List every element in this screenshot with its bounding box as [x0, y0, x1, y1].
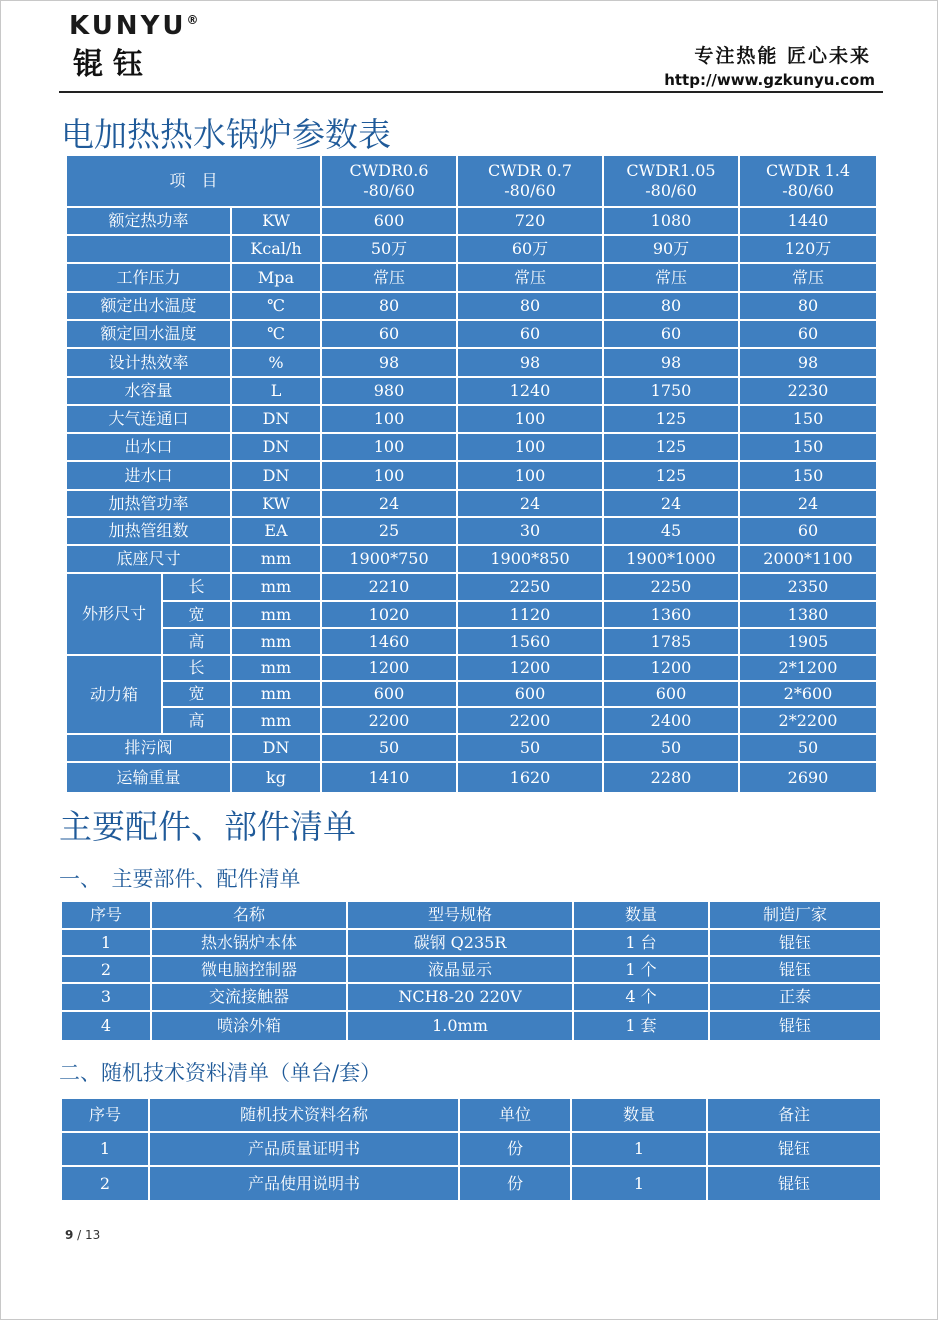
value-cell: 80: [603, 292, 739, 320]
value-cell: 60万: [457, 235, 603, 263]
table-cell: 喷涂外箱: [151, 1011, 347, 1041]
value-cell: 100: [457, 461, 603, 490]
value-cell: 50: [321, 734, 457, 762]
table-cell: 4 个: [573, 983, 709, 1011]
model-header-cell: CWDR 1.4 -80/60: [739, 155, 877, 207]
parts-table: [60, 900, 882, 1042]
value-cell: 2230: [739, 377, 877, 405]
unit-cell: L: [231, 377, 321, 405]
param-row: [66, 573, 877, 601]
param-label-cell: 大气连通口: [66, 405, 231, 433]
value-cell: 80: [739, 292, 877, 320]
logo-text: KUNYU: [69, 11, 187, 41]
unit-cell: %: [231, 348, 321, 377]
model-header-cell: CWDR 0.7 -80/60: [457, 155, 603, 207]
value-cell: 1020: [321, 601, 457, 628]
value-cell: 2250: [603, 573, 739, 601]
unit-cell: KW: [231, 490, 321, 517]
value-cell: 150: [739, 433, 877, 461]
value-cell: 1785: [603, 628, 739, 655]
value-cell: 50: [603, 734, 739, 762]
table-cell: 锟钰: [709, 956, 881, 983]
value-cell: 25: [321, 517, 457, 545]
column-header: 随机技术资料名称: [149, 1098, 459, 1132]
value-cell: 100: [321, 461, 457, 490]
logo-registered-mark: ®: [186, 13, 199, 27]
table-cell: 正泰: [709, 983, 881, 1011]
param-label-cell: 额定回水温度: [66, 320, 231, 348]
unit-cell: mm: [231, 681, 321, 707]
group-label-cell: 外形尺寸: [66, 573, 162, 655]
table-row: [61, 1132, 881, 1166]
table-row: [61, 929, 881, 956]
value-cell: 2*1200: [739, 655, 877, 681]
param-row: [66, 292, 877, 320]
sub-label-cell: 宽: [162, 681, 231, 707]
value-cell: 2000*1100: [739, 545, 877, 573]
unit-cell: mm: [231, 707, 321, 734]
unit-cell: mm: [231, 628, 321, 655]
value-cell: 1620: [457, 762, 603, 793]
parts-title: 主要配件、部件清单: [59, 807, 356, 846]
param-label-cell: 额定出水温度: [66, 292, 231, 320]
value-cell: 120万: [739, 235, 877, 263]
param-label-cell: 出水口: [66, 433, 231, 461]
group-label-cell: 动力箱: [66, 655, 162, 734]
table-cell: 2: [61, 956, 151, 983]
unit-cell: mm: [231, 545, 321, 573]
table-cell: 锟钰: [709, 929, 881, 956]
company-slogan: 专注热能 匠心未来: [694, 45, 871, 67]
model-header-cell: CWDR0.6 -80/60: [321, 155, 457, 207]
table-cell: 1: [61, 1132, 149, 1166]
value-cell: 60: [321, 320, 457, 348]
value-cell: 1460: [321, 628, 457, 655]
value-cell: 常压: [603, 263, 739, 292]
column-header: 型号规格: [347, 901, 573, 929]
value-cell: 50万: [321, 235, 457, 263]
value-cell: 100: [321, 433, 457, 461]
table-cell: 1: [61, 929, 151, 956]
value-cell: 2400: [603, 707, 739, 734]
value-cell: 600: [603, 681, 739, 707]
value-cell: 1560: [457, 628, 603, 655]
value-cell: 24: [321, 490, 457, 517]
table-cell: 锟钰: [707, 1166, 881, 1201]
table-header-row: [61, 1098, 881, 1132]
value-cell: 24: [457, 490, 603, 517]
table-cell: 1: [571, 1166, 707, 1201]
model-header-cell: CWDR1.05 -80/60: [603, 155, 739, 207]
table-row: [61, 1011, 881, 1041]
unit-cell: KW: [231, 207, 321, 235]
value-cell: 125: [603, 461, 739, 490]
param-row: [66, 235, 877, 263]
table-cell: 产品使用说明书: [149, 1166, 459, 1201]
value-cell: 90万: [603, 235, 739, 263]
value-cell: 2*2200: [739, 707, 877, 734]
param-row: [66, 762, 877, 793]
param-label-cell: [66, 235, 231, 263]
unit-cell: DN: [231, 461, 321, 490]
param-row: [66, 348, 877, 377]
table-row: [61, 956, 881, 983]
value-cell: 50: [457, 734, 603, 762]
param-row: [66, 628, 877, 655]
column-header: 序号: [61, 1098, 149, 1132]
value-cell: 720: [457, 207, 603, 235]
table-cell: 碳钢 Q235R: [347, 929, 573, 956]
value-cell: 100: [457, 405, 603, 433]
value-cell: 2250: [457, 573, 603, 601]
value-cell: 1905: [739, 628, 877, 655]
param-label-cell: 设计热效率: [66, 348, 231, 377]
sub-label-cell: 长: [162, 573, 231, 601]
page-separator: /: [73, 1228, 86, 1242]
unit-cell: kg: [231, 762, 321, 793]
table-cell: 3: [61, 983, 151, 1011]
column-header: 数量: [571, 1098, 707, 1132]
parts-section-title: 一、 主要部件、配件清单: [59, 867, 301, 891]
value-cell: 1240: [457, 377, 603, 405]
table-cell: 1: [571, 1132, 707, 1166]
value-cell: 常压: [457, 263, 603, 292]
value-cell: 1380: [739, 601, 877, 628]
param-label-cell: 工作压力: [66, 263, 231, 292]
sub-label-cell: 高: [162, 707, 231, 734]
param-row: [66, 377, 877, 405]
param-row: [66, 655, 877, 681]
unit-cell: Kcal/h: [231, 235, 321, 263]
table-cell: 2: [61, 1166, 149, 1201]
value-cell: 60: [739, 320, 877, 348]
value-cell: 1750: [603, 377, 739, 405]
param-label-cell: 加热管功率: [66, 490, 231, 517]
value-cell: 125: [603, 405, 739, 433]
table-cell: 1.0mm: [347, 1011, 573, 1041]
table-cell: 1 个: [573, 956, 709, 983]
value-cell: 常压: [739, 263, 877, 292]
company-url[interactable]: http://www.gzkunyu.com: [664, 71, 875, 89]
sub-label-cell: 高: [162, 628, 231, 655]
value-cell: 60: [603, 320, 739, 348]
brand-logo: [69, 11, 199, 41]
param-row: [66, 707, 877, 734]
column-header: 名称: [151, 901, 347, 929]
value-cell: 24: [739, 490, 877, 517]
params-table: [65, 154, 878, 794]
current-page: 9: [65, 1228, 74, 1242]
value-cell: 1900*750: [321, 545, 457, 573]
value-cell: 60: [739, 517, 877, 545]
sub-label-cell: 宽: [162, 601, 231, 628]
table-cell: 交流接触器: [151, 983, 347, 1011]
value-cell: 2690: [739, 762, 877, 793]
logo-chinese: 锟钰: [73, 47, 153, 82]
column-header: 单位: [459, 1098, 571, 1132]
column-header: 序号: [61, 901, 151, 929]
column-header: 数量: [573, 901, 709, 929]
value-cell: 1360: [603, 601, 739, 628]
param-row: [66, 461, 877, 490]
docs-section-title: 二、随机技术资料清单（单台/套）: [59, 1061, 382, 1085]
table-cell: 产品质量证明书: [149, 1132, 459, 1166]
table-cell: 4: [61, 1011, 151, 1041]
value-cell: 30: [457, 517, 603, 545]
value-cell: 2*600: [739, 681, 877, 707]
param-label-cell: 水容量: [66, 377, 231, 405]
value-cell: 980: [321, 377, 457, 405]
value-cell: 2200: [457, 707, 603, 734]
value-cell: 80: [321, 292, 457, 320]
column-header: 制造厂家: [709, 901, 881, 929]
unit-cell: DN: [231, 405, 321, 433]
value-cell: 100: [321, 405, 457, 433]
value-cell: 45: [603, 517, 739, 545]
value-cell: 24: [603, 490, 739, 517]
value-cell: 2200: [321, 707, 457, 734]
table-cell: 锟钰: [707, 1132, 881, 1166]
value-cell: 1900*1000: [603, 545, 739, 573]
param-label-cell: 底座尺寸: [66, 545, 231, 573]
value-cell: 98: [739, 348, 877, 377]
param-row: [66, 681, 877, 707]
value-cell: 1200: [457, 655, 603, 681]
param-row: [66, 601, 877, 628]
value-cell: 98: [603, 348, 739, 377]
param-label-cell: 排污阀: [66, 734, 231, 762]
value-cell: 600: [321, 681, 457, 707]
table-cell: 锟钰: [709, 1011, 881, 1041]
table-row: [61, 983, 881, 1011]
table-cell: 1 台: [573, 929, 709, 956]
value-cell: 600: [457, 681, 603, 707]
value-cell: 2350: [739, 573, 877, 601]
value-cell: 98: [321, 348, 457, 377]
value-cell: 98: [457, 348, 603, 377]
param-row: [66, 320, 877, 348]
value-cell: 1440: [739, 207, 877, 235]
value-cell: 1120: [457, 601, 603, 628]
column-header: 备注: [707, 1098, 881, 1132]
param-label-cell: 运输重量: [66, 762, 231, 793]
param-row: [66, 207, 877, 235]
header-item-cell: 项 目: [66, 155, 321, 207]
value-cell: 1080: [603, 207, 739, 235]
value-cell: 常压: [321, 263, 457, 292]
param-row: [66, 433, 877, 461]
table-cell: 热水锅炉本体: [151, 929, 347, 956]
unit-cell: mm: [231, 655, 321, 681]
param-row: [66, 405, 877, 433]
param-label-cell: 额定热功率: [66, 207, 231, 235]
unit-cell: Mpa: [231, 263, 321, 292]
unit-cell: DN: [231, 433, 321, 461]
params-header-row: [66, 155, 877, 207]
table-cell: 份: [459, 1166, 571, 1201]
header-divider: [59, 91, 883, 93]
value-cell: 125: [603, 433, 739, 461]
unit-cell: ℃: [231, 292, 321, 320]
value-cell: 1200: [603, 655, 739, 681]
table-header-row: [61, 901, 881, 929]
value-cell: 1900*850: [457, 545, 603, 573]
table-cell: 微电脑控制器: [151, 956, 347, 983]
table-cell: 液晶显示: [347, 956, 573, 983]
table-cell: NCH8-20 220V: [347, 983, 573, 1011]
value-cell: 60: [457, 320, 603, 348]
docs-table: [60, 1097, 882, 1202]
sub-label-cell: 长: [162, 655, 231, 681]
value-cell: 2280: [603, 762, 739, 793]
value-cell: 150: [739, 461, 877, 490]
params-title: 电加热热水锅炉参数表: [61, 115, 391, 154]
value-cell: 150: [739, 405, 877, 433]
value-cell: 600: [321, 207, 457, 235]
unit-cell: mm: [231, 601, 321, 628]
unit-cell: EA: [231, 517, 321, 545]
param-row: [66, 517, 877, 545]
table-cell: 1 套: [573, 1011, 709, 1041]
value-cell: 100: [457, 433, 603, 461]
table-row: [61, 1166, 881, 1201]
param-label-cell: 加热管组数: [66, 517, 231, 545]
unit-cell: mm: [231, 573, 321, 601]
param-row: [66, 490, 877, 517]
unit-cell: DN: [231, 734, 321, 762]
unit-cell: ℃: [231, 320, 321, 348]
param-label-cell: 进水口: [66, 461, 231, 490]
value-cell: 1410: [321, 762, 457, 793]
param-row: [66, 545, 877, 573]
param-row: [66, 734, 877, 762]
value-cell: 50: [739, 734, 877, 762]
page-number: [65, 1228, 100, 1242]
table-cell: 份: [459, 1132, 571, 1166]
value-cell: 80: [457, 292, 603, 320]
value-cell: 2210: [321, 573, 457, 601]
total-pages: 13: [85, 1228, 101, 1242]
value-cell: 1200: [321, 655, 457, 681]
param-row: [66, 263, 877, 292]
